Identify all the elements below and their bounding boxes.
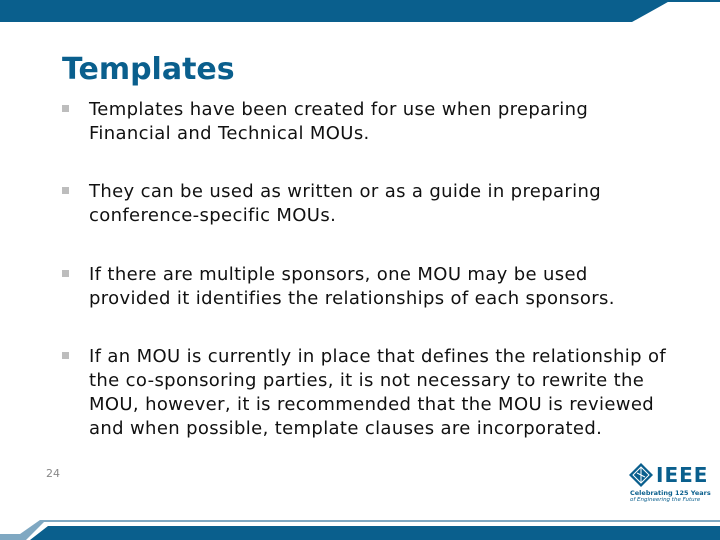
bullet-marker	[62, 105, 69, 112]
top-banner	[0, 0, 720, 22]
slide-title: Templates	[62, 52, 235, 87]
ieee-logo	[628, 462, 711, 504]
bullet-marker	[62, 187, 69, 194]
bullet-marker	[62, 352, 69, 359]
bullet-text: If an MOU is currently in place that defines the relationship of the co-sponsoring parties, it is not necessary to rewrite the MOU, however, it is recommended that the MOU is reviewed and when possible, template clauses are incorporated.	[89, 346, 667, 439]
bullet-text: They can be used as written or as a guide in preparing conference-specific MOUs.	[89, 181, 602, 226]
logo-subtagline: of Engineering the Future	[630, 497, 701, 503]
bullet-text: Templates have been created for use when preparing Financial and Technical MOUs.	[89, 99, 589, 144]
logo-tagline: Celebrating 125 Years	[630, 489, 711, 497]
bullet-text: If there are multiple sponsors, one MOU may be used provided it identifies the relationships of each sponsors.	[89, 264, 615, 309]
bottom-banner	[0, 514, 720, 540]
bullet-marker	[62, 270, 69, 277]
ieee-wordmark: IEEE	[656, 463, 709, 487]
page-number: 24	[46, 467, 60, 480]
ieee-kite-icon	[628, 462, 654, 488]
